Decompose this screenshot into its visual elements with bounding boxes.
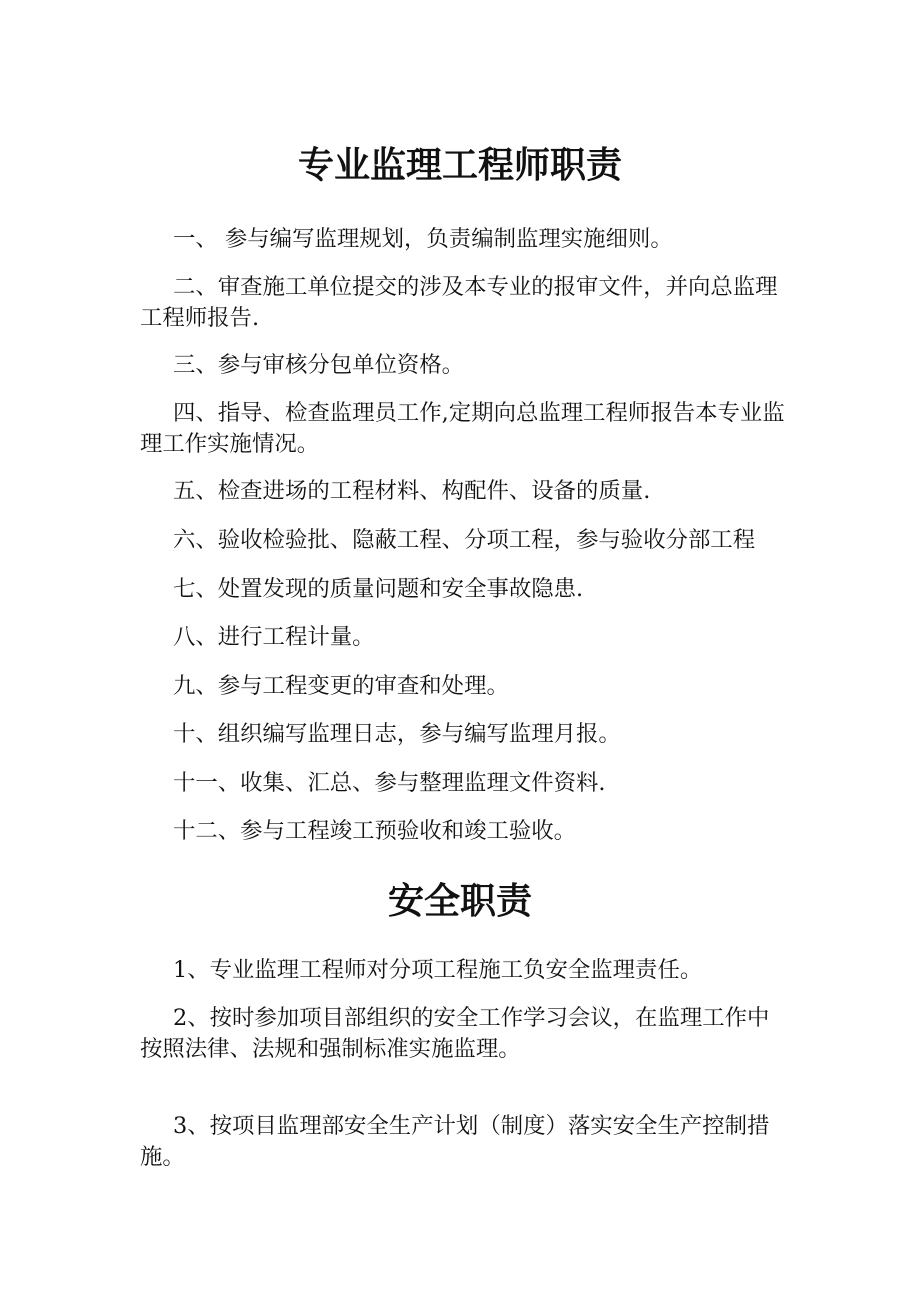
section-title-supervisor-duties: 专业监理工程师职责 [297,144,622,186]
duty-item: 五、检查进场的工程材料、构配件、设备的质量. [173,478,651,504]
duty-item: 六、验收检验批、隐蔽工程、分项工程，参与验收分部工程 [173,527,756,553]
safety-item: 2、按时参加项目部组织的安全工作学习会议，在监理工作中按照法律、法规和强制标准实施监理。 [140,1005,770,1062]
duty-item: 八、进行工程计量。 [173,624,375,650]
duty-item: 十一、收集、汇总、参与整理监理文件资料. [173,770,606,796]
duty-item: 十、组织编写监理日志，参与编写监理月报。 [173,721,621,747]
duty-item: 十二、参与工程竣工预验收和竣工验收。 [173,818,577,844]
duty-item: 一、 参与编写监理规划，负责编制监理实施细则。 [173,226,673,252]
duty-item: 七、处置发现的质量问题和安全事故隐患. [173,576,584,602]
duty-item: 三、参与审核分包单位资格。 [173,352,465,378]
safety-item: 1、专业监理工程师对分项工程施工负安全监理责任。 [173,957,703,983]
section-title-safety-duties: 安全职责 [387,880,532,922]
safety-item: 3、按项目监理部安全生产计划（制度）落实安全生产控制措施。 [140,1113,770,1170]
duty-item: 九、参与工程变更的审查和处理。 [173,673,509,699]
duty-item: 二、审查施工单位提交的涉及本专业的报审文件，并向总监理工程师报告. [140,274,778,331]
duty-item: 四、指导、检查监理员工作,定期向总监理工程师报告本专业监理工作实施情况。 [140,400,785,457]
